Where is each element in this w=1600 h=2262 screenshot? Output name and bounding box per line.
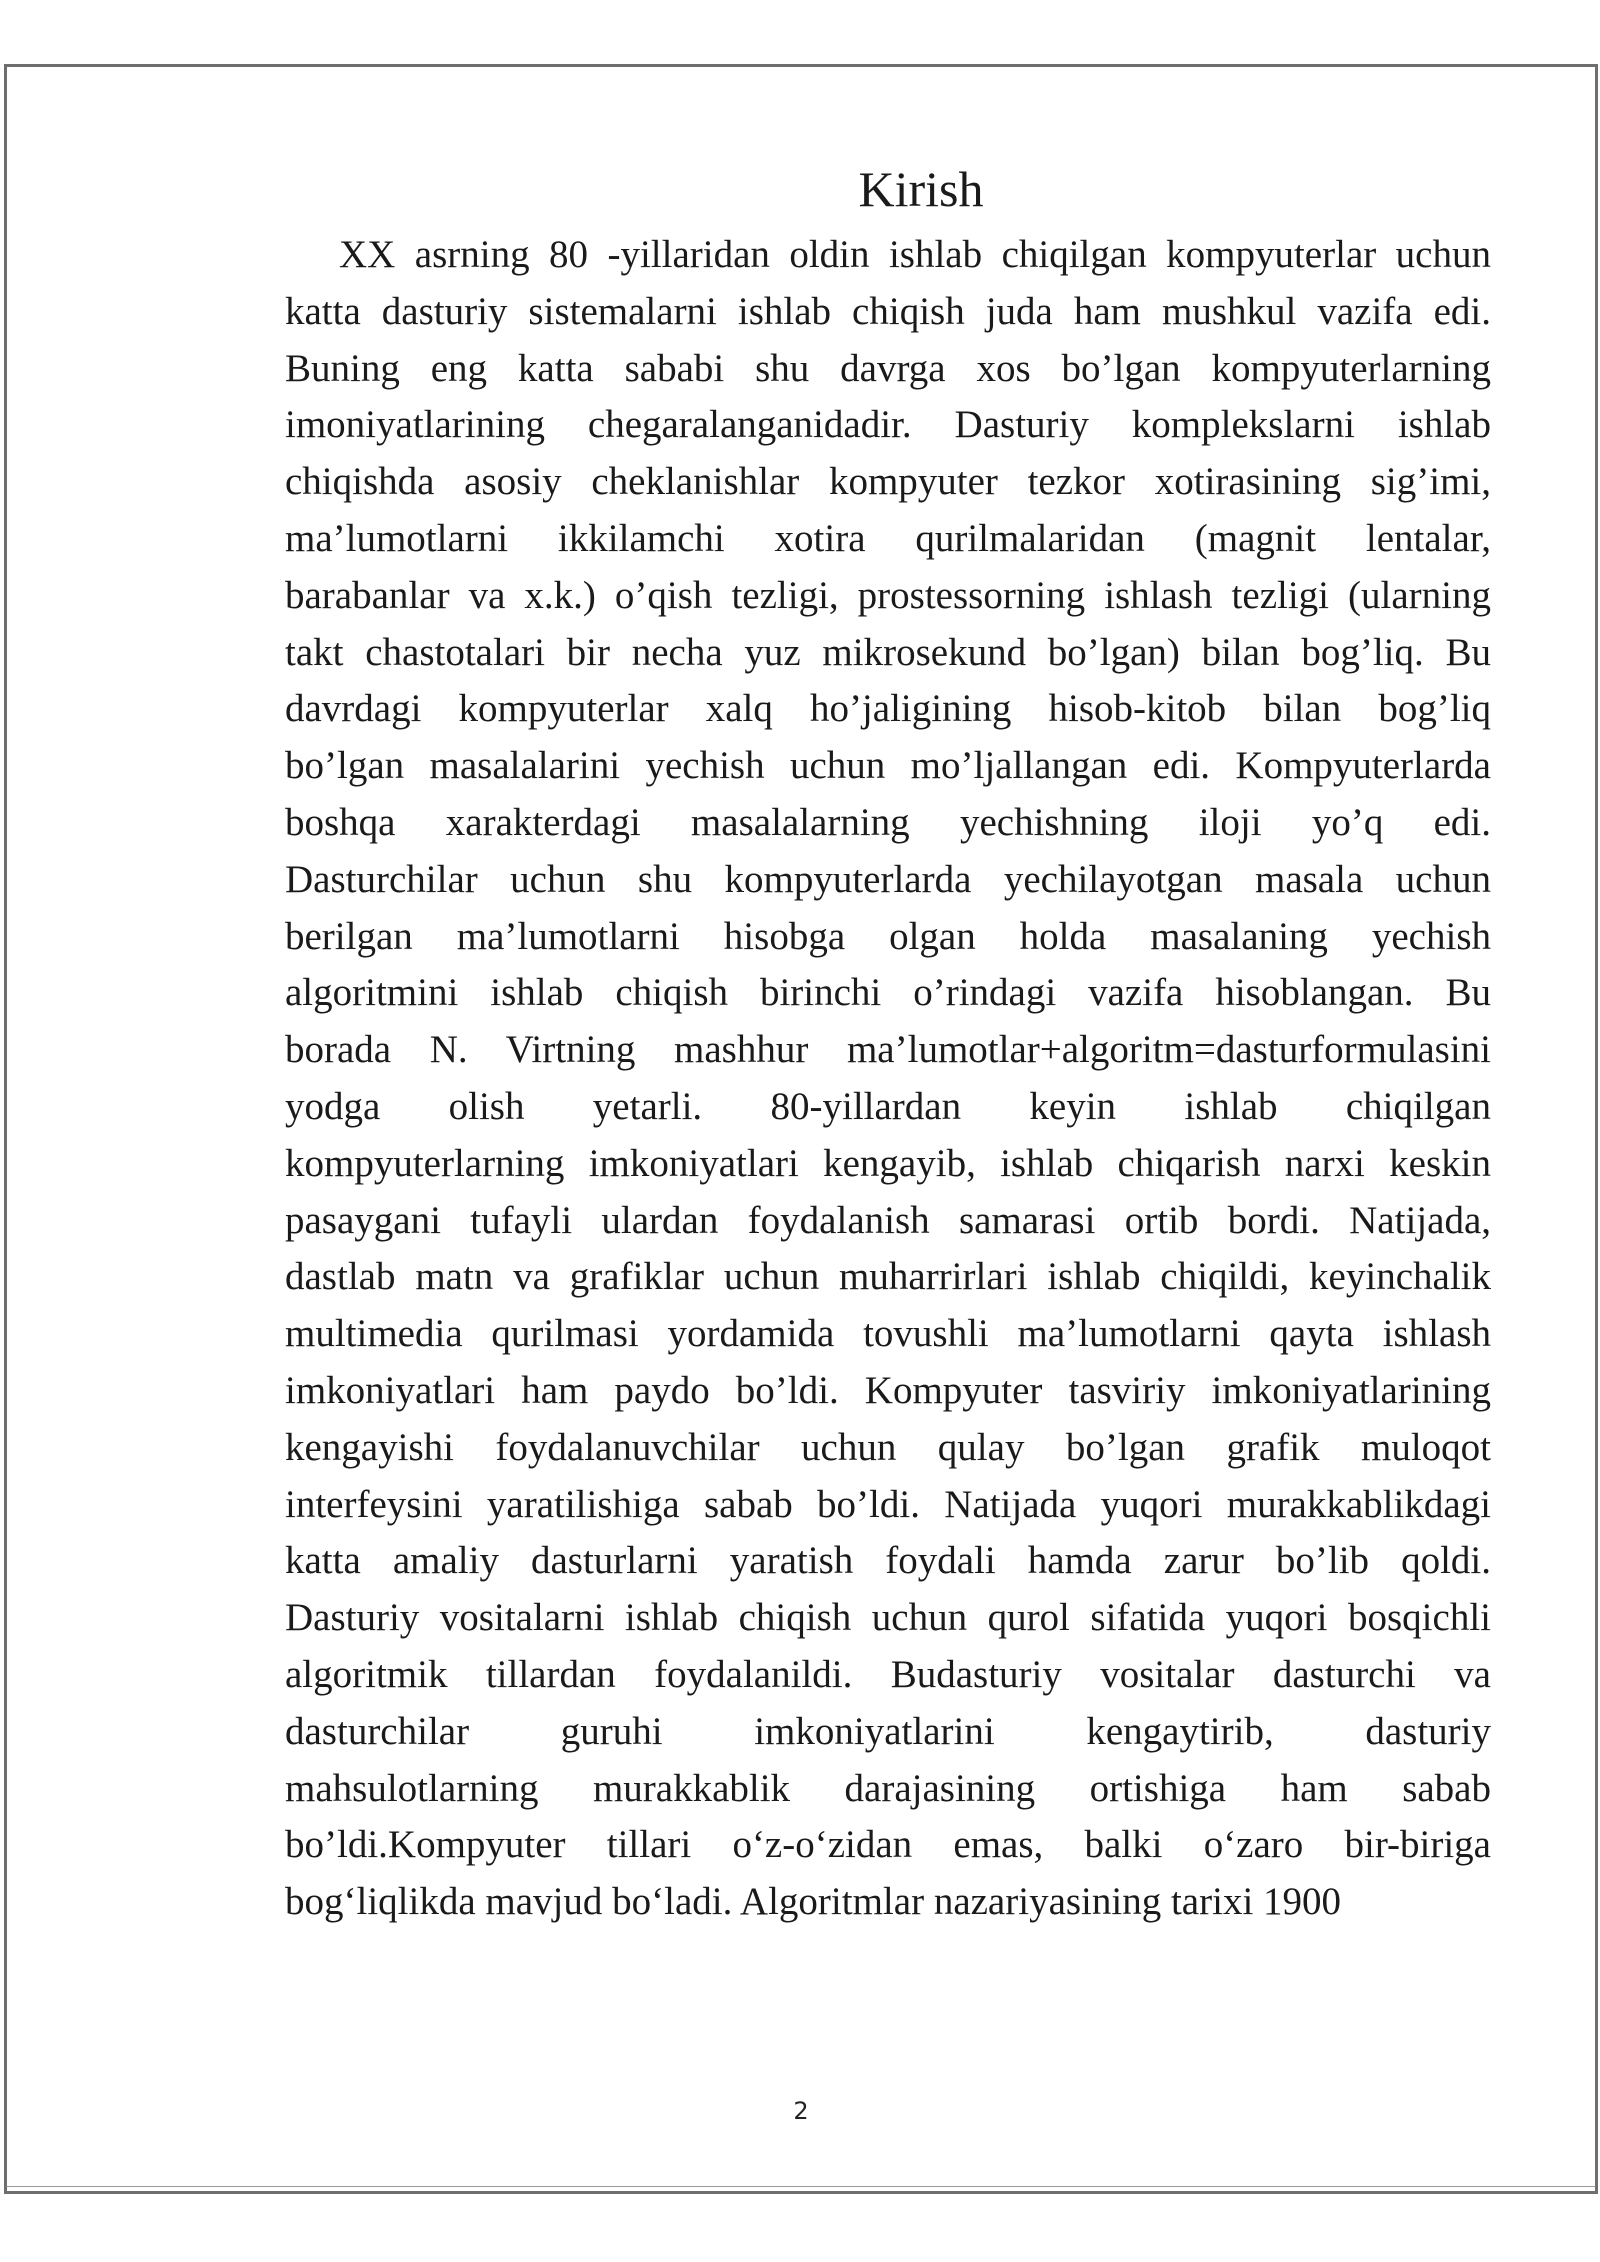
text-line: multimedia qurilmasi yordamida tovushli ma’lumotlarni qayta ishlash (285, 1312, 1491, 1356)
text-line: chiqishda asosiy cheklanishlar kompyuter tezkor xotirasining sig’imi, (285, 460, 1491, 504)
text-line: algoritmini ishlab chiqish birinchi o’rindagi vazifa hisoblangan. Bu (285, 971, 1491, 1015)
page-content (231, 159, 1491, 1931)
text-line: algoritmik tillardan foydalanildi. Budasturiy vositalar dasturchi va (285, 1652, 1491, 1696)
frame-divider (7, 2186, 1595, 2187)
text-line: imkoniyatlari ham paydo bo’ldi. Kompyuter tasviriy imkoniyatlarining (285, 1368, 1491, 1412)
text-line: dasturchilar guruhi imkoniyatlarini kengaytirib, dasturiy (285, 1709, 1491, 1753)
text-line: barabanlar va x.k.) o’qish tezligi, prostessorning ishlash tezligi (ularning (285, 573, 1491, 617)
text-line: kengayishi foydalanuvchilar uchun qulay bo’lgan grafik muloqot (285, 1425, 1491, 1469)
text-line: bo’ldi.Kompyuter tillari o‘z-o‘zidan emas, balki o‘zaro bir-biriga (285, 1823, 1491, 1867)
text-line: Buning eng katta sababi shu davrga xos bo’lgan kompyuterlarning (285, 346, 1491, 390)
text-line: Dasturiy vositalarni ishlab chiqish uchun qurol sifatida yuqori bosqichli (285, 1596, 1491, 1640)
text-line: imoniyatlarining chegaralanganidadir. Dasturiy komplekslarni ishlab (285, 403, 1491, 447)
text-line: Dasturchilar uchun shu kompyuterlarda yechilayotgan masala uchun (285, 857, 1491, 901)
text-line: kompyuterlarning imkoniyatlari kengayib, ishlab chiqarish narxi keskin (285, 1141, 1491, 1185)
text-line: borada N. Virtning mashhur ma’lumotlar+algoritm=dasturformulasini (285, 1028, 1491, 1072)
text-line: dastlab matn va grafiklar uchun muharrirlari ishlab chiqildi, keyinchalik (285, 1255, 1491, 1299)
page-number: 2 (793, 2097, 809, 2125)
page-title: Kirish (858, 161, 984, 217)
text-line: pasaygani tufayli ulardan foydalanish samarasi ortib bordi. Natijada, (285, 1198, 1491, 1242)
text-line: interfeysini yaratilishiga sabab bo’ldi. Natijada yuqori murakkablikdagi (285, 1482, 1491, 1526)
text-line: mahsulotlarning murakkablik darajasining ortishiga ham sabab (285, 1766, 1491, 1810)
text-line: davrdagi kompyuterlar xalq ho’jaligining hisob-kitob bilan bog’liq (285, 687, 1491, 731)
text-line: katta dasturiy sistemalarni ishlab chiqish juda ham mushkul vazifa edi. (285, 289, 1491, 333)
text-line: berilgan ma’lumotlarni hisobga olgan holda masalaning yechish (285, 914, 1491, 958)
text-line: boshqa xarakterdagi masalalarning yechishning iloji yo’q edi. (285, 800, 1491, 844)
body-paragraph (231, 227, 1491, 1931)
page-frame (4, 64, 1598, 2194)
text-line: yodga olish yetarli. 80-yillardan keyin ishlab chiqilgan (285, 1084, 1491, 1128)
text-line: ma’lumotlarni ikkilamchi xotira qurilmalaridan (magnit lentalar, (285, 516, 1491, 560)
text-line: takt chastotalari bir necha yuz mikrosekund bo’lgan) bilan bog’liq. Bu (285, 630, 1491, 674)
text-line: XX asrning 80 -yillaridan oldin ishlab chiqilgan kompyuterlar uchun (339, 233, 1491, 276)
text-line: katta amaliy dasturlarni yaratish foydali hamda zarur bo’lib qoldi. (285, 1539, 1491, 1583)
text-line: bo’lgan masalalarini yechish uchun mo’ljallangan edi. Kompyuterlarda (285, 744, 1491, 788)
text-line: bog‘liqlikda mavjud bo‘ladi. Algoritmlar nazariyasining tarixi 1900 (285, 1880, 1342, 1924)
